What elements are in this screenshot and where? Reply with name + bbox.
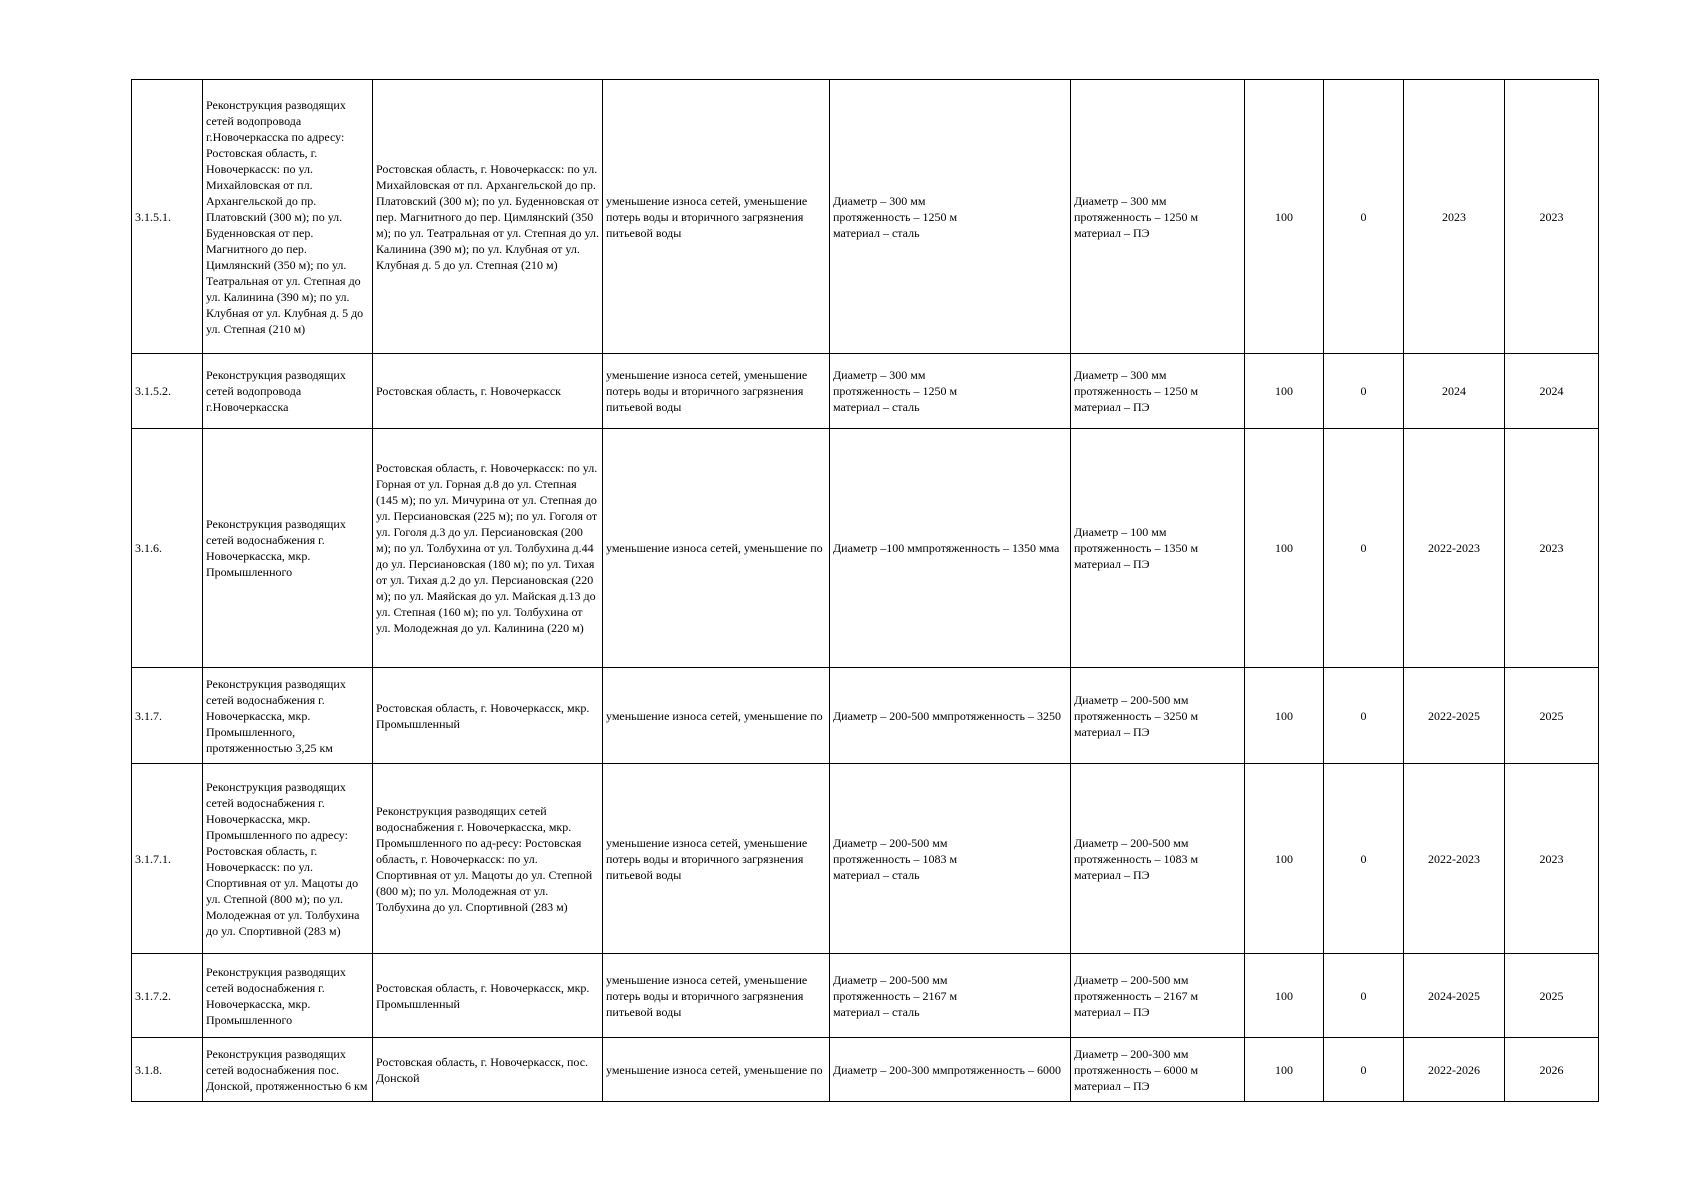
cell-goal: уменьшение износа сетей, уменьшение потерь воды и вторичного загрязнения питьевой воды — [603, 354, 830, 429]
cell-number: 3.1.7.2. — [132, 954, 203, 1038]
cell-value-1: 100 — [1245, 1038, 1324, 1102]
cell-value-1: 100 — [1245, 954, 1324, 1038]
cell-period: 2022-2025 — [1404, 668, 1505, 764]
table-row — [132, 668, 1599, 764]
cell-project-name: Реконструкция разводящих сетей водоснабжения пос. Донской, протяженностью 6 км — [203, 1038, 373, 1102]
table-row — [132, 954, 1599, 1038]
cell-year: 2025 — [1505, 954, 1599, 1038]
cell-params-before: Диаметр – 300 мм протяженность – 1250 м материал – сталь — [830, 80, 1071, 354]
cell-year: 2026 — [1505, 1038, 1599, 1102]
cell-params-after: Диаметр – 300 мм протяженность – 1250 м материал – ПЭ — [1071, 354, 1245, 429]
cell-params-after: Диаметр – 300 мм протяженность – 1250 м материал – ПЭ — [1071, 80, 1245, 354]
cell-value-2: 0 — [1324, 80, 1404, 354]
cell-number: 3.1.8. — [132, 1038, 203, 1102]
cell-period: 2024 — [1404, 354, 1505, 429]
cell-goal: уменьшение износа сетей, уменьшение по — [603, 668, 830, 764]
cell-project-name: Реконструкция разводящих сетей водоснабжения г. Новочеркасска, мкр. Промышленного — [203, 954, 373, 1038]
cell-params-before: Диаметр – 200-500 ммпротяженность – 3250 — [830, 668, 1071, 764]
cell-number: 3.1.6. — [132, 429, 203, 668]
cell-goal: уменьшение износа сетей, уменьшение потерь воды и вторичного загрязнения питьевой воды — [603, 80, 830, 354]
cell-address: Ростовская область, г. Новочеркасск, мкр. Промышленный — [373, 668, 603, 764]
cell-year: 2023 — [1505, 764, 1599, 954]
table-row — [132, 80, 1599, 354]
table-row — [132, 429, 1599, 668]
cell-goal: уменьшение износа сетей, уменьшение по — [603, 1038, 830, 1102]
cell-project-name: Реконструкция разводящих сетей водопровода г.Новочеркасска по адресу: Ростовская область, г. Новочеркасск: по ул. Михайловская от пл. Архангельской до пр. Платовский (300 м); по ул. Буденновская от пер. Магнитного до пер. Цимлянский (350 м); по ул. Театральная от ул. Степная до ул. Калинина (390 м); по ул. Клубная от ул. Клубная д. 5 до ул. Степная (210 м) — [203, 80, 373, 354]
cell-value-1: 100 — [1245, 429, 1324, 668]
table-row — [132, 1038, 1599, 1102]
cell-number: 3.1.5.1. — [132, 80, 203, 354]
cell-project-name: Реконструкция разводящих сетей водопровода г.Новочеркасска — [203, 354, 373, 429]
cell-value-1: 100 — [1245, 354, 1324, 429]
cell-params-after: Диаметр – 200-500 мм протяженность – 2167 м материал – ПЭ — [1071, 954, 1245, 1038]
cell-params-before: Диаметр –100 ммпротяженность – 1350 мма — [830, 429, 1071, 668]
cell-year: 2025 — [1505, 668, 1599, 764]
cell-params-before: Диаметр – 300 мм протяженность – 1250 м материал – сталь — [830, 354, 1071, 429]
cell-year: 2023 — [1505, 80, 1599, 354]
cell-number: 3.1.7.1. — [132, 764, 203, 954]
table-row — [132, 764, 1599, 954]
cell-value-1: 100 — [1245, 764, 1324, 954]
cell-params-after: Диаметр – 200-300 мм протяженность – 6000 м материал – ПЭ — [1071, 1038, 1245, 1102]
cell-period: 2022-2026 — [1404, 1038, 1505, 1102]
cell-project-name: Реконструкция разводящих сетей водоснабжения г. Новочеркасска, мкр. Промышленного, протяженностью 3,25 км — [203, 668, 373, 764]
cell-params-before: Диаметр – 200-500 мм протяженность – 2167 м материал – сталь — [830, 954, 1071, 1038]
cell-year: 2024 — [1505, 354, 1599, 429]
cell-project-name: Реконструкция разводящих сетей водоснабжения г. Новочеркасска, мкр. Промышленного по адресу: Ростовская область, г. Новочеркасск: по ул. Спортивная от ул. Мацоты до ул. Степной (800 м); по ул. Молодежная от ул. Толбухина до ул. Спортивной (283 м) — [203, 764, 373, 954]
cell-goal: уменьшение износа сетей, уменьшение потерь воды и вторичного загрязнения питьевой воды — [603, 764, 830, 954]
cell-value-2: 0 — [1324, 764, 1404, 954]
cell-goal: уменьшение износа сетей, уменьшение по — [603, 429, 830, 668]
cell-address: Ростовская область, г. Новочеркасск, пос. Донской — [373, 1038, 603, 1102]
cell-number: 3.1.5.2. — [132, 354, 203, 429]
cell-value-2: 0 — [1324, 954, 1404, 1038]
cell-address: Ростовская область, г. Новочеркасск, мкр. Промышленный — [373, 954, 603, 1038]
cell-goal: уменьшение износа сетей, уменьшение потерь воды и вторичного загрязнения питьевой воды — [603, 954, 830, 1038]
cell-value-2: 0 — [1324, 354, 1404, 429]
cell-number: 3.1.7. — [132, 668, 203, 764]
cell-period: 2024-2025 — [1404, 954, 1505, 1038]
cell-value-2: 0 — [1324, 668, 1404, 764]
cell-value-1: 100 — [1245, 668, 1324, 764]
cell-value-2: 0 — [1324, 1038, 1404, 1102]
cell-project-name: Реконструкция разводящих сетей водоснабжения г. Новочеркасска, мкр. Промышленного — [203, 429, 373, 668]
cell-period: 2022-2023 — [1404, 429, 1505, 668]
cell-params-before: Диаметр – 200-500 мм протяженность – 1083 м материал – сталь — [830, 764, 1071, 954]
cell-address: Реконструкция разводящих сетей водоснабжения г. Новочеркасска, мкр. Промышленного по ад-ресу: Ростовская область, г. Новочеркасск: по ул. Спортивная от ул. Мацоты до ул. Степной (800 м); по ул. Молодежная от ул. Толбухина до ул. Спортивной (283 м) — [373, 764, 603, 954]
cell-params-after: Диаметр – 100 мм протяженность – 1350 м материал – ПЭ — [1071, 429, 1245, 668]
cell-params-after: Диаметр – 200-500 мм протяженность – 3250 м материал – ПЭ — [1071, 668, 1245, 764]
cell-params-before: Диаметр – 200-300 ммпротяженность – 6000 — [830, 1038, 1071, 1102]
cell-period: 2023 — [1404, 80, 1505, 354]
cell-value-1: 100 — [1245, 80, 1324, 354]
cell-address: Ростовская область, г. Новочеркасск: по ул. Горная от ул. Горная д.8 до ул. Степная (145 м); по ул. Мичурина от ул. Степная до ул. Персиановская (225 м); по ул. Гоголя от ул. Гоголя д.3 до ул. Персиановская (200 м); по ул. Толбухина от ул. Толбухина д.44 до ул. Персиановская (180 м); по ул. Тихая от ул. Тихая д.2 до ул. Персиановская (220 м); по ул. Маяйская до ул. Майская д.13 до ул. Степная (160 м); по ул. Толбухина от ул. Молодежная до ул. Калинина (220 м) — [373, 429, 603, 668]
cell-address: Ростовская область, г. Новочеркасск: по ул. Михайловская от пл. Архангельской до пр. Платовский (300 м); по ул. Буденновская от пер. Магнитного до пер. Цимлянский (350 м); по ул. Театральная от ул. Степная до ул. Калинина (390 м); по ул. Клубная от ул. Клубная д. 5 до ул. Степная (210 м) — [373, 80, 603, 354]
table-row — [132, 354, 1599, 429]
cell-period: 2022-2023 — [1404, 764, 1505, 954]
cell-year: 2023 — [1505, 429, 1599, 668]
cell-address: Ростовская область, г. Новочеркасск — [373, 354, 603, 429]
investment-program-table — [131, 79, 1599, 1102]
cell-value-2: 0 — [1324, 429, 1404, 668]
cell-params-after: Диаметр – 200-500 мм протяженность – 1083 м материал – ПЭ — [1071, 764, 1245, 954]
